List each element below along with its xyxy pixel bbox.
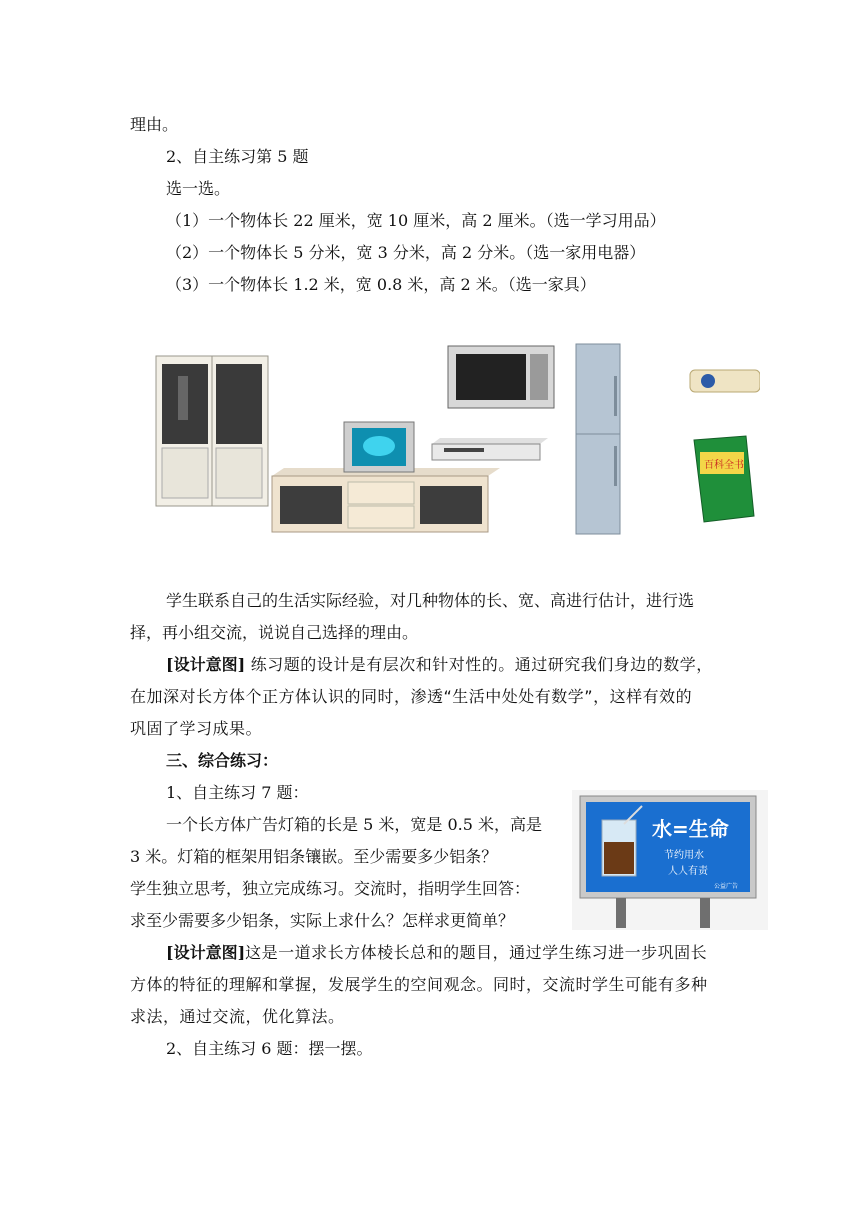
fridge-image xyxy=(576,344,620,534)
design-intent-1 xyxy=(166,654,713,676)
text-line: 选一选。 xyxy=(166,179,231,198)
design-intent-text: 这是一道求长方体棱长总和的题目，通过学生练习进一步巩固长 xyxy=(245,943,708,962)
wardrobe-image xyxy=(156,356,268,506)
text-line: （1）一个物体长 22 厘米，宽 10 厘米，高 2 厘米。（选一学习用品） xyxy=(166,211,666,230)
text-line: 2、自主练习 6 题：摆一摆。 xyxy=(166,1039,373,1058)
tv-cabinet-image xyxy=(272,468,500,532)
text-line: 求至少需要多少铝条，实际上求什么？怎样求更简单？ xyxy=(130,911,515,930)
text-line: （3）一个物体长 1.2 米，宽 0.8 米，高 2 米。（选一家具） xyxy=(166,275,596,294)
design-intent-tag: [设计意图] xyxy=(166,655,246,674)
microwave-image xyxy=(448,346,554,408)
text-line: 择，再小组交流，说说自己选择的理由。 xyxy=(130,623,419,642)
text-line: 1、自主练习 7 题： xyxy=(166,783,309,802)
billboard-image xyxy=(572,790,768,930)
pencil-box-image xyxy=(690,370,760,392)
billboard-footer: 公益广告 xyxy=(714,883,739,890)
text-line: （2）一个物体长 5 分米，宽 3 分米，高 2 分米。（选一家用电器） xyxy=(166,243,646,262)
text-line: 2、自主练习第 5 题 xyxy=(166,147,309,166)
design-intent-2 xyxy=(166,942,707,964)
design-intent-tag: [设计意图] xyxy=(166,943,246,962)
text-line: 学生联系自己的生活实际经验，对几种物体的长、宽、高进行估计，进行选 xyxy=(166,591,695,610)
book-image xyxy=(694,436,754,522)
text-line: 方体的特征的理解和掌握，发展学生的空间观念。同时，交流时学生可能有多种 xyxy=(130,975,708,994)
objects-figure xyxy=(148,336,760,542)
dvd-player-image xyxy=(432,438,548,460)
design-intent-text: 练习题的设计是有层次和针对性的。通过研究我们身边的数学， xyxy=(245,655,713,674)
section-heading: 三、综合练习： xyxy=(166,751,279,770)
text-line: 在加深对长方体个正方体认识的同时，渗透“生活中处处有数学”，这样有效的 xyxy=(130,687,693,706)
tv-image xyxy=(344,422,414,472)
billboard-line2: 人人有责 xyxy=(668,866,708,877)
text-line: 理由。 xyxy=(130,115,179,134)
billboard-line1: 节约用水 xyxy=(664,850,704,861)
book-title: 百科全书 xyxy=(704,460,744,471)
text-line: 3 米。灯箱的框架用铝条镶嵌。至少需要多少铝条？ xyxy=(130,847,498,866)
text-line: 学生独立思考，独立完成练习。交流时，指明学生回答： xyxy=(130,879,531,898)
text-line: 一个长方体广告灯箱的长是 5 米，宽是 0.5 米，高是 xyxy=(166,815,542,834)
text-line: 求法，通过交流，优化算法。 xyxy=(130,1007,345,1026)
billboard-headline: 水=生命 xyxy=(652,817,729,841)
text-line: 巩固了学习成果。 xyxy=(130,719,263,738)
